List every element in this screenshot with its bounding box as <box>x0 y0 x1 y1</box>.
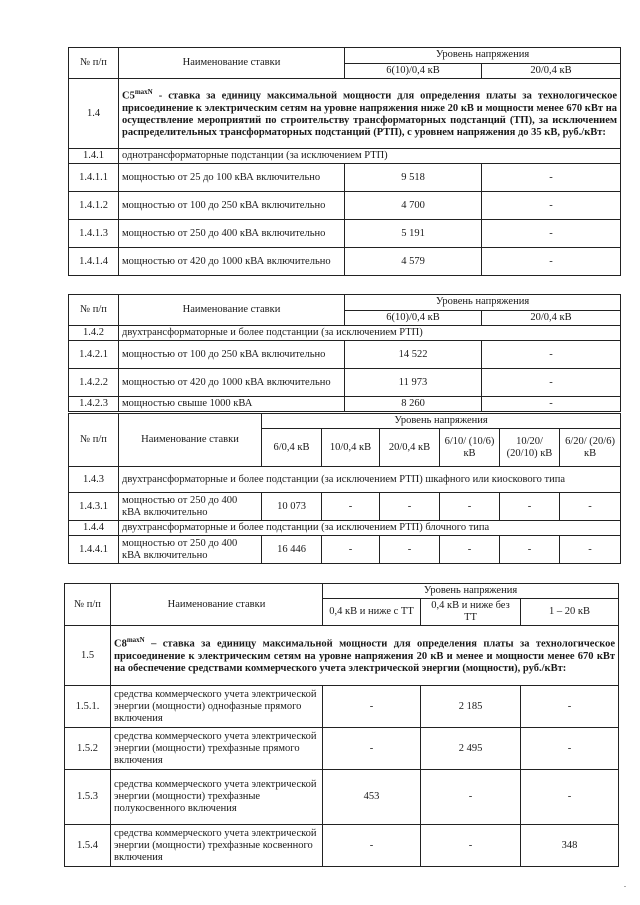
value-cell: - <box>482 341 621 369</box>
row-num: 1.4.1.1 <box>69 164 119 192</box>
section-title: двухтрансформаторные и более подстанции (за исключением РТП) <box>119 326 621 341</box>
row-name: мощностью от 100 до 250 кВА включительно <box>119 192 345 220</box>
value-cell: - <box>323 686 421 728</box>
section-title: однотрансформаторные подстанции (за исключением РТП) <box>119 149 621 164</box>
row-num: 1.5.2 <box>65 728 111 770</box>
value-cell: 9 518 <box>345 164 482 192</box>
row-num: 1.4.2.3 <box>69 397 119 412</box>
col-header-20kv: 20/0,4 кВ <box>482 311 621 326</box>
col-header-num: № п/п <box>69 48 119 79</box>
value-cell: - <box>440 536 500 564</box>
value-cell: - <box>421 825 521 867</box>
row-name: мощностью от 250 до 400 кВА включительно <box>119 536 262 564</box>
section-title: двухтрансформаторные и более подстанции (за исключением РТП) блочного типа <box>119 521 621 536</box>
rate-code-sup: maxN <box>134 88 153 97</box>
row-num: 1.5.4 <box>65 825 111 867</box>
value-cell: 16 446 <box>262 536 322 564</box>
value-cell: - <box>482 192 621 220</box>
row-num: 1.5 <box>65 626 111 686</box>
row-name: средства коммерческого учета электрической энергии (мощности) трехфазные полукосвенного включения <box>111 770 323 825</box>
section-title: двухтрансформаторные и более подстанции (за исключением РТП) шкафного или киоскового типа <box>119 467 621 493</box>
rate-text: – ставка за единицу максимальной мощности для определения платы за технологическое присоединение к электрическим сетям на уровне напряжения 20 кВ и менее и мощности менее 670 кВт на обеспечение средствами коммерческого учета электрической энергии (мощности), руб./кВт: <box>114 638 616 674</box>
value-cell: - <box>421 770 521 825</box>
row-num: 1.4.3 <box>69 467 119 493</box>
value-cell: - <box>323 825 421 867</box>
value-cell: 14 522 <box>345 341 482 369</box>
table-2b <box>68 413 621 564</box>
col-header-name: Наименование ставки <box>119 295 345 326</box>
value-cell: - <box>482 220 621 248</box>
col-header-voltage: 10/20/ (20/10) кВ <box>500 429 560 467</box>
col-header-6-10kv: 6(10)/0,4 кВ <box>345 311 482 326</box>
value-cell: 348 <box>521 825 619 867</box>
row-num: 1.4.2 <box>69 326 119 341</box>
row-name: мощностью от 25 до 100 кВА включительно <box>119 164 345 192</box>
value-cell: - <box>322 536 380 564</box>
value-cell: 4 579 <box>345 248 482 276</box>
value-cell: 10 073 <box>262 493 322 521</box>
rate-code-sup: maxN <box>126 636 145 645</box>
value-cell: 4 700 <box>345 192 482 220</box>
row-num: 1.4.4.1 <box>69 536 119 564</box>
col-header-without-ct: 0,4 кВ и ниже без ТТ <box>421 599 521 626</box>
row-num: 1.4.1.4 <box>69 248 119 276</box>
col-header-level: Уровень напряжения <box>323 584 619 599</box>
value-cell: 2 185 <box>421 686 521 728</box>
value-cell: - <box>440 493 500 521</box>
row-num: 1.4.4 <box>69 521 119 536</box>
page-mark: . <box>624 880 626 889</box>
col-header-voltage: 6/10/ (10/6) кВ <box>440 429 500 467</box>
value-cell: - <box>560 536 621 564</box>
value-cell: - <box>380 536 440 564</box>
value-cell: - <box>482 369 621 397</box>
col-header-voltage: 10/0,4 кВ <box>322 429 380 467</box>
row-num: 1.4.1.2 <box>69 192 119 220</box>
col-header-name: Наименование ставки <box>119 414 262 467</box>
value-cell: - <box>482 164 621 192</box>
row-name: мощностью от 420 до 1000 кВА включительно <box>119 248 345 276</box>
row-name: мощностью от 250 до 400 кВА включительно <box>119 493 262 521</box>
value-cell: 8 260 <box>345 397 482 412</box>
value-cell: 11 973 <box>345 369 482 397</box>
row-name: средства коммерческого учета электрической энергии (мощности) трехфазные прямого включения <box>111 728 323 770</box>
value-cell: - <box>500 536 560 564</box>
col-header-level: Уровень напряжения <box>345 295 621 311</box>
table-2 <box>68 294 621 412</box>
col-header-num: № п/п <box>65 584 111 626</box>
row-name: средства коммерческого учета электрической энергии (мощности) однофазные прямого включения <box>111 686 323 728</box>
rate-text: - ставка за единицу максимальной мощности для определения платы за технологическое присоединение к электрическим сетям на уровне напряжения ниже 20 кВ и мощности менее 670 кВт на осуществление мероприятий по строительству трансформаторных подстанций (ТП), за исключением распределительных трансформаторных подстанций (РТП), с уровнем напряжения до 35 кВ, руб./кВт: <box>122 90 618 138</box>
value-cell: 453 <box>323 770 421 825</box>
value-cell: - <box>521 728 619 770</box>
row-name: средства коммерческого учета электрической энергии (мощности) трехфазные косвенного включения <box>111 825 323 867</box>
value-cell: - <box>500 493 560 521</box>
row-num: 1.4 <box>69 79 119 149</box>
row-name: мощностью от 250 до 400 кВА включительно <box>119 220 345 248</box>
col-header-level: Уровень напряжения <box>345 48 621 64</box>
rate-description <box>111 626 619 686</box>
row-num: 1.5.1. <box>65 686 111 728</box>
value-cell: - <box>560 493 621 521</box>
col-header-num: № п/п <box>69 295 119 326</box>
row-num: 1.5.3 <box>65 770 111 825</box>
value-cell: 5 191 <box>345 220 482 248</box>
value-cell: - <box>482 248 621 276</box>
col-header-voltage: 6/20/ (20/6) кВ <box>560 429 621 467</box>
rate-code: C5 <box>122 90 135 102</box>
row-name: мощностью от 100 до 250 кВА включительно <box>119 341 345 369</box>
row-num: 1.4.1.3 <box>69 220 119 248</box>
value-cell: - <box>323 728 421 770</box>
col-header-6-10kv: 6(10)/0,4 кВ <box>345 64 482 79</box>
row-num: 1.4.3.1 <box>69 493 119 521</box>
col-header-level: Уровень напряжения <box>262 414 621 429</box>
col-header-with-ct: 0,4 кВ и ниже с ТТ <box>323 599 421 626</box>
row-num: 1.4.1 <box>69 149 119 164</box>
col-header-num: № п/п <box>69 414 119 467</box>
rate-description <box>119 79 621 149</box>
col-header-name: Наименование ставки <box>111 584 323 626</box>
rate-code: C8 <box>114 638 127 650</box>
row-name: мощностью свыше 1000 кВА <box>119 397 345 412</box>
col-header-name: Наименование ставки <box>119 48 345 79</box>
value-cell: - <box>521 686 619 728</box>
row-num: 1.4.2.1 <box>69 341 119 369</box>
value-cell: - <box>521 770 619 825</box>
value-cell: - <box>380 493 440 521</box>
row-num: 1.4.2.2 <box>69 369 119 397</box>
col-header-voltage: 6/0,4 кВ <box>262 429 322 467</box>
value-cell: - <box>322 493 380 521</box>
table-1 <box>68 47 621 276</box>
col-header-20kv: 20/0,4 кВ <box>482 64 621 79</box>
row-name: мощностью от 420 до 1000 кВА включительно <box>119 369 345 397</box>
col-header-voltage: 20/0,4 кВ <box>380 429 440 467</box>
col-header-1-20kv: 1 – 20 кВ <box>521 599 619 626</box>
value-cell: - <box>482 397 621 412</box>
value-cell: 2 495 <box>421 728 521 770</box>
table-3 <box>64 583 619 867</box>
